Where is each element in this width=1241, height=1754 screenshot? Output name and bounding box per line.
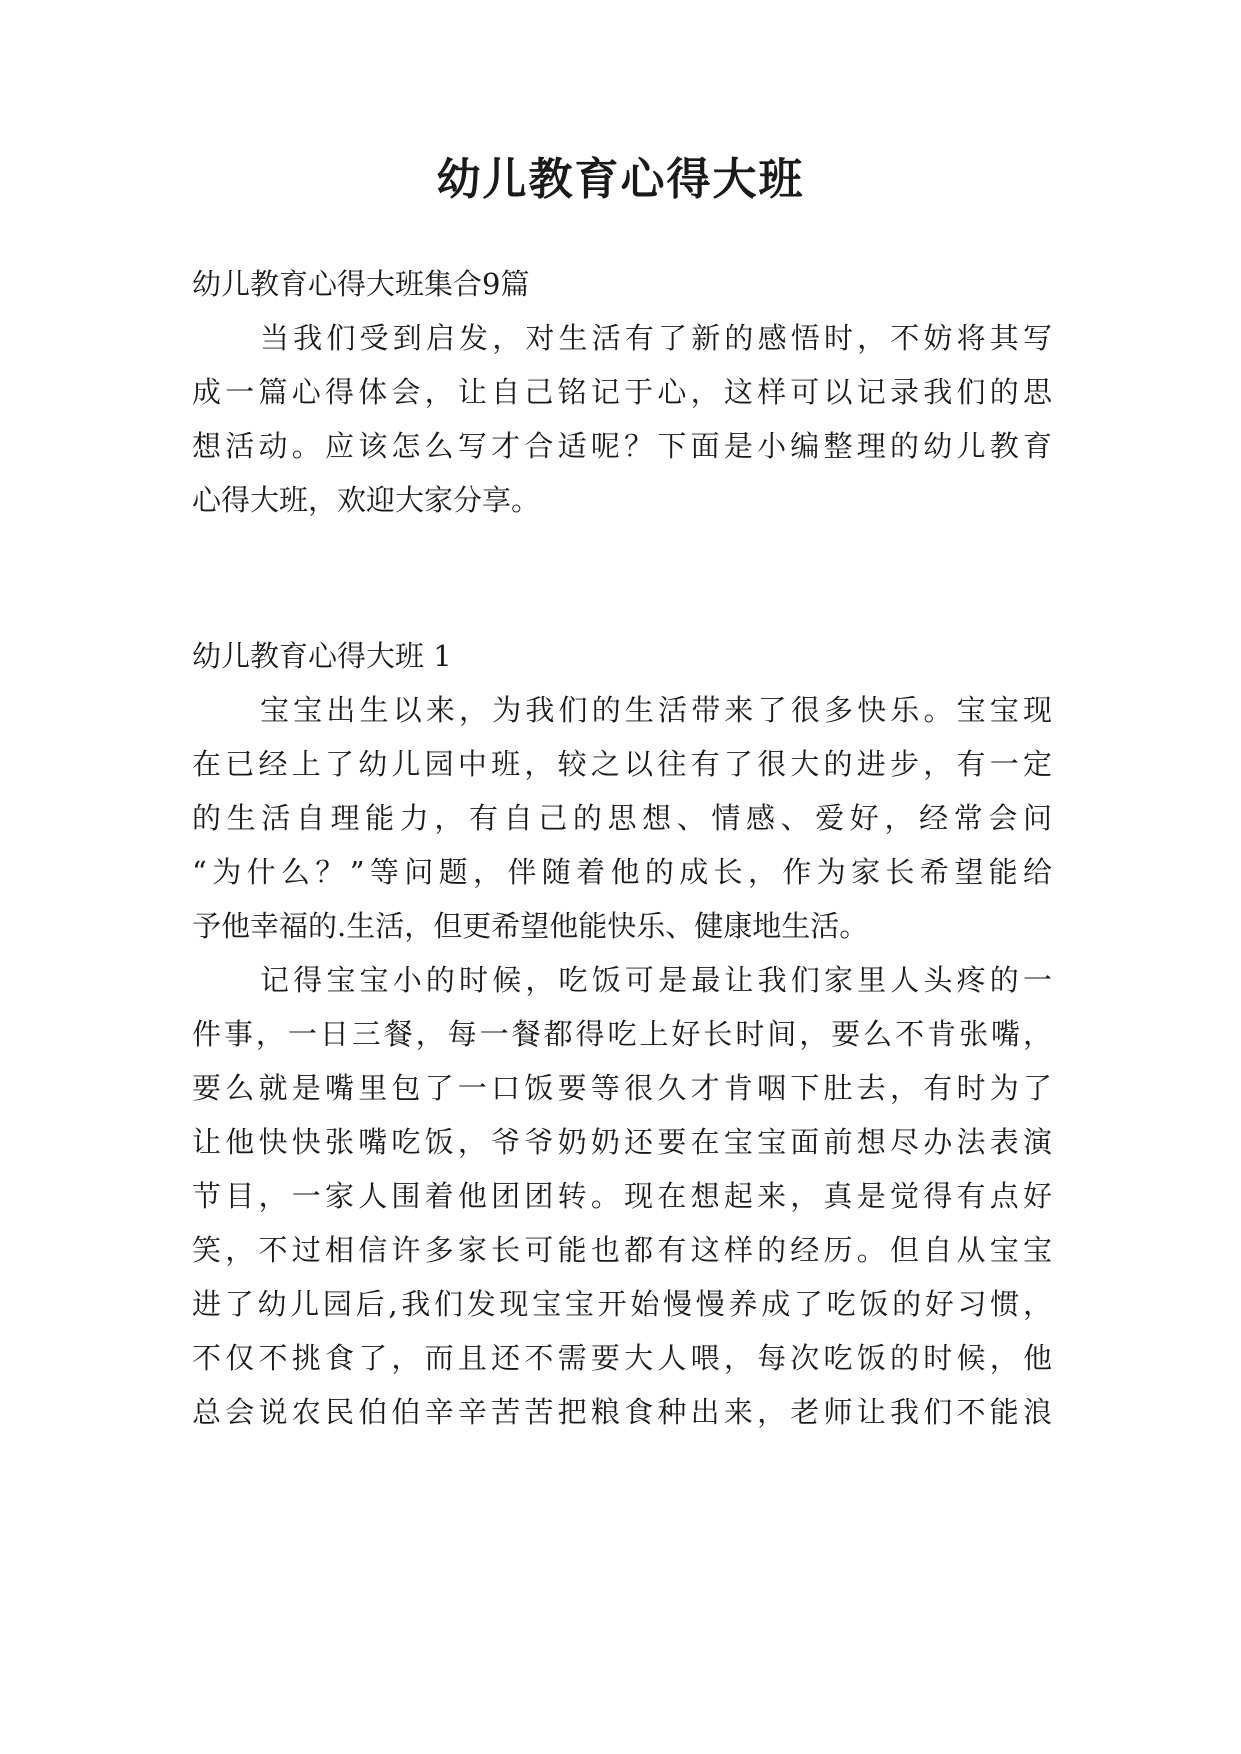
paragraph-line: 在已经上了幼儿园中班，较之以往有了很大的进步，有一定: [192, 747, 1052, 781]
document-subtitle: 幼儿教育心得大班集合9篇: [192, 267, 530, 301]
intro-line: 心得大班，欢迎大家分享。: [192, 483, 541, 517]
paragraph-line: 不仅不挑食了，而且还不需要大人喂，每次吃饭的时候，他: [192, 1341, 1052, 1375]
section-heading: 幼儿教育心得大班 1: [192, 639, 452, 673]
paragraph-line: 的生活自理能力，有自己的思想、情感、爱好，经常会问: [192, 801, 1052, 835]
document-title: 幼儿教育心得大班: [436, 154, 805, 205]
paragraph-line: 记得宝宝小的时候，吃饭可是最让我们家里人头疼的一: [260, 963, 1052, 997]
paragraph-line: 节目，一家人围着他团团转。现在想起来，真是觉得有点好: [192, 1179, 1052, 1213]
paragraph-line: 让他快快张嘴吃饭，爷爷奶奶还要在宝宝面前想尽办法表演: [192, 1125, 1052, 1159]
intro-line: 想活动。应该怎么写才合适呢？下面是小编整理的幼儿教育: [192, 429, 1052, 463]
paragraph-line: 笑，不过相信许多家长可能也都有这样的经历。但自从宝宝: [192, 1233, 1052, 1267]
paragraph-line: 予他幸福的.生活，但更希望他能快乐、健康地生活。: [192, 909, 869, 943]
paragraph-line: 总会说农民伯伯辛辛苦苦把粮食种出来，老师让我们不能浪: [192, 1395, 1052, 1429]
paragraph-line: 宝宝出生以来，为我们的生活带来了很多快乐。宝宝现: [260, 693, 1052, 727]
paragraph-line: “为什么？”等问题，伴随着他的成长，作为家长希望能给: [192, 855, 1052, 889]
paragraph-line: 件事，一日三餐，每一餐都得吃上好长时间，要么不肯张嘴，: [192, 1017, 1052, 1051]
paragraph-line: 进了幼儿园后,我们发现宝宝开始慢慢养成了吃饭的好习惯，: [192, 1287, 1052, 1321]
paragraph-line: 要么就是嘴里包了一口饭要等很久才肯咽下肚去，有时为了: [192, 1071, 1052, 1105]
intro-line: 成一篇心得体会，让自己铭记于心，这样可以记录我们的思: [192, 375, 1052, 409]
intro-line: 当我们受到启发，对生活有了新的感悟时，不妨将其写: [260, 321, 1052, 355]
